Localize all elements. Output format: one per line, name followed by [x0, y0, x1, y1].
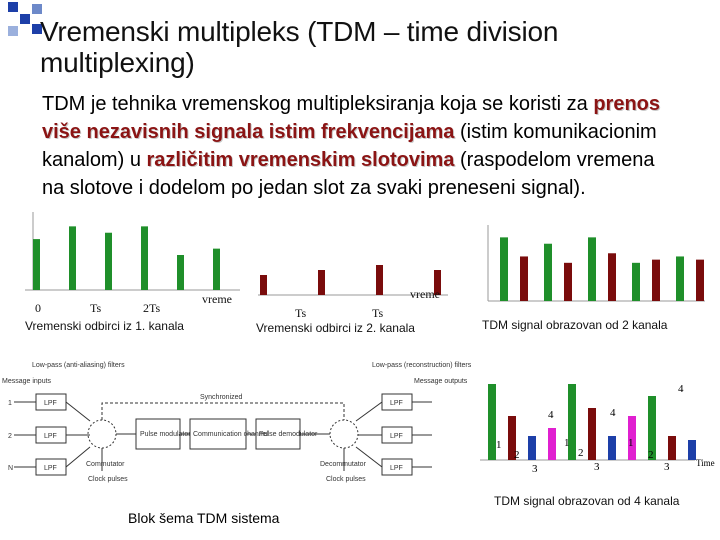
- chart-1-bar: [105, 233, 112, 290]
- body-text-1: TDM je tehnika vremenskog multipleksiranja koja se koristi za: [42, 93, 594, 115]
- chart-1-bar: [69, 226, 76, 290]
- channel-label: Communication channel: [193, 431, 269, 438]
- chart-3-bar-ch2: [608, 253, 616, 301]
- chart-1-2ts-label: 2Ts: [143, 301, 161, 315]
- chart-2-caption: Vremenski odbirci iz 2. kanala: [256, 321, 415, 335]
- body-text-2: (istim komunikacionim kanalom) u: [42, 121, 657, 171]
- lpf-out-label: Low-pass (reconstruction) filters: [372, 362, 472, 369]
- chart-4-slot-label: 3: [664, 461, 670, 473]
- chart-4-slot-label: 4: [610, 407, 616, 419]
- pulse-demodulator-label: Pulse demodulator: [259, 431, 318, 438]
- chart-2-ts-label: Ts: [295, 306, 307, 320]
- chart-1-bar: [141, 226, 148, 290]
- chart-3-bar-ch1: [544, 244, 552, 301]
- body-emphasis-1: prenos više nezavisnih signala istim frekvencijama: [42, 93, 661, 143]
- chart-4-bar: [688, 440, 696, 460]
- chart-4-bar: [548, 428, 556, 460]
- msg-out-label: Message outputs: [414, 378, 468, 385]
- chart-3-bar-ch2: [696, 260, 704, 301]
- pulse-modulator-label: Pulse modulator: [140, 431, 191, 438]
- chart-1-bar: [33, 239, 40, 290]
- lpf-in-2: LPF: [44, 433, 57, 440]
- chart-1-axis-label: vreme: [202, 292, 232, 306]
- chart-4-slot-label: 2: [578, 447, 584, 459]
- slide-title: Vremenski multipleks (TDM – time division multiplexing): [40, 16, 559, 78]
- slide-body: [42, 90, 682, 202]
- chart-3-bar-ch2: [564, 263, 572, 301]
- lpf-in-n: LPF: [44, 465, 57, 472]
- chart-3-bar-ch1: [500, 237, 508, 301]
- chart-4-bar: [488, 384, 496, 460]
- chart-tdm-4: [480, 380, 715, 475]
- chart-1-ts-label: Ts: [90, 301, 102, 315]
- ch1-label: 1: [8, 400, 12, 407]
- chart-4-caption: TDM signal obrazovan od 4 kanala: [494, 494, 680, 508]
- chart-2-axis-label: vreme: [410, 287, 440, 301]
- lpf-out-n: LPF: [390, 465, 403, 472]
- lpf-in-1: LPF: [44, 400, 57, 407]
- commutator-label: Commutator: [86, 461, 125, 468]
- chart-4-bar: [668, 436, 676, 460]
- chart-1-svg: [25, 212, 255, 302]
- chart-4-bar: [608, 436, 616, 460]
- chn-label: N: [8, 465, 14, 472]
- sync-label: Synchronized: [200, 394, 243, 401]
- chart-4-slot-label: 1: [564, 437, 570, 449]
- chart-4-slot-label: 1: [628, 437, 634, 449]
- chart-4-bar: [588, 408, 596, 460]
- block-diagram-caption: Blok šema TDM sistema: [128, 510, 280, 526]
- clock-out-label: Clock pulses: [326, 476, 366, 483]
- chart-4-svg: [480, 380, 715, 475]
- clock-in-label: Clock pulses: [88, 476, 128, 483]
- chart-2-ts2-label: Ts: [372, 306, 384, 320]
- chart-3-caption: TDM signal obrazovan od 2 kanala: [482, 318, 668, 332]
- msg-in-label: Message inputs: [2, 378, 52, 385]
- block-diagram-svg: [0, 355, 472, 485]
- chart-1-origin-label: 0: [35, 301, 41, 315]
- chart-4-bar: [528, 436, 536, 460]
- ch2-label: 2: [8, 433, 12, 440]
- chart-3-bar-ch1: [632, 263, 640, 301]
- chart-4-slot-label: 2: [648, 449, 654, 461]
- lpf-out-1: LPF: [390, 400, 403, 407]
- body-emphasis-2: različitim vremenskim slotovima: [146, 149, 455, 171]
- chart-2-bar: [318, 270, 325, 295]
- chart-3-bar-ch1: [588, 237, 596, 301]
- chart-channel-1: [25, 212, 255, 302]
- chart-4-slot-label: 4: [548, 409, 554, 421]
- chart-4-slot-label: 2: [514, 449, 520, 461]
- decommutator-label: Decommutator: [320, 461, 366, 468]
- chart-4-slot-label: 3: [532, 463, 538, 475]
- chart-3-svg: [480, 225, 710, 305]
- chart-4-slot-label: 1: [496, 439, 502, 451]
- chart-2-bar: [260, 275, 267, 295]
- chart-3-bar-ch2: [652, 260, 660, 301]
- chart-tdm-2: [480, 225, 710, 305]
- body-text-3: (raspodelom vremena na slotove i dodelom po jedan slot za svaki preneseni signal).: [42, 149, 655, 199]
- chart-4-slot-label: 4: [678, 383, 684, 395]
- chart-1-bar: [213, 249, 220, 290]
- lpf-out-2: LPF: [390, 433, 403, 440]
- chart-1-bar: [177, 255, 184, 290]
- lpf-in-label: Low-pass (anti-aliasing) filters: [32, 362, 125, 369]
- chart-3-bar-ch1: [676, 256, 684, 301]
- chart-4-slot-label: 3: [594, 461, 600, 473]
- chart-3-bar-ch2: [520, 256, 528, 301]
- chart-2-bar: [376, 265, 383, 295]
- chart-4-axis-label: Time: [696, 458, 715, 468]
- block-diagram: [0, 355, 472, 485]
- chart-1-caption: Vremenski odbirci iz 1. kanala: [25, 319, 184, 333]
